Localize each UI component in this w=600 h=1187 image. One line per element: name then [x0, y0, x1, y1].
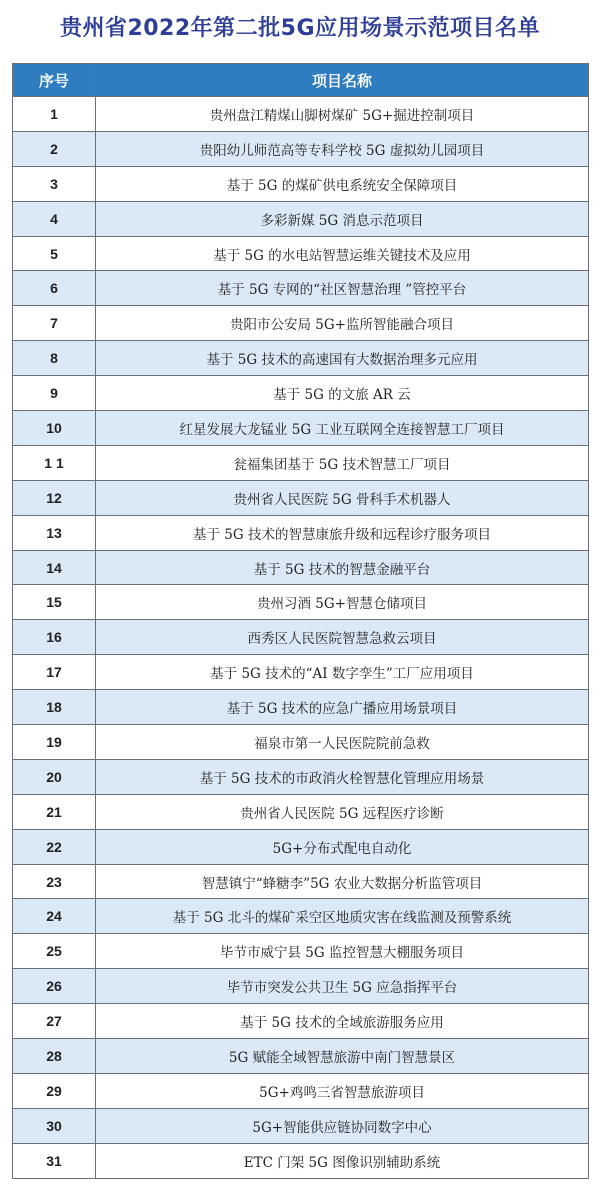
row-number: 20	[13, 759, 96, 794]
table-row	[13, 620, 589, 655]
row-project-name: 红星发展大龙锰业 5G 工业互联网全连接智慧工厂项目	[96, 411, 589, 446]
row-number: 26	[13, 969, 96, 1004]
table-row	[13, 934, 589, 969]
row-number: 27	[13, 1004, 96, 1039]
table-row	[13, 725, 589, 760]
table-row	[13, 1143, 589, 1178]
row-number: 14	[13, 550, 96, 585]
table-row	[13, 759, 589, 794]
project-table	[12, 63, 589, 1179]
row-number: 13	[13, 515, 96, 550]
table-row	[13, 376, 589, 411]
row-project-name: 5G+分布式配电自动化	[96, 829, 589, 864]
row-project-name: 基于 5G 技术的智慧康旅升级和远程诊疗服务项目	[96, 515, 589, 550]
row-number: 30	[13, 1108, 96, 1143]
row-project-name: 基于 5G 北斗的煤矿采空区地质灾害在线监测及预警系统	[96, 899, 589, 934]
row-number: 24	[13, 899, 96, 934]
row-project-name: 贵州省人民医院 5G 远程医疗诊断	[96, 794, 589, 829]
row-project-name: 贵州盘江精煤山脚树煤矿 5G+掘进控制项目	[96, 97, 589, 132]
table-row	[13, 550, 589, 585]
row-number: 25	[13, 934, 96, 969]
table-row	[13, 480, 589, 515]
row-number: 16	[13, 620, 96, 655]
row-project-name: 基于 5G 技术的全域旅游服务应用	[96, 1004, 589, 1039]
table-row	[13, 969, 589, 1004]
table-header-row	[13, 64, 589, 97]
row-number: 31	[13, 1143, 96, 1178]
header-project-name: 项目名称	[96, 64, 589, 97]
table-row	[13, 585, 589, 620]
row-project-name: 基于 5G 的文旅 AR 云	[96, 376, 589, 411]
row-project-name: 贵阳市公安局 5G+监所智能融合项目	[96, 306, 589, 341]
row-number: 12	[13, 480, 96, 515]
row-project-name: 基于 5G 的煤矿供电系统安全保障项目	[96, 166, 589, 201]
table-row	[13, 97, 589, 132]
row-number: 15	[13, 585, 96, 620]
table-row	[13, 341, 589, 376]
row-number: 9	[13, 376, 96, 411]
row-number: 19	[13, 725, 96, 760]
table-row	[13, 411, 589, 446]
table-row	[13, 1073, 589, 1108]
table-row	[13, 794, 589, 829]
table-row	[13, 1004, 589, 1039]
header-number: 序号	[13, 64, 96, 97]
row-project-name: 基于 5G 技术的“AI 数字孪生”工厂应用项目	[96, 655, 589, 690]
row-project-name: 5G 赋能全域智慧旅游中南门智慧景区	[96, 1039, 589, 1074]
row-number: 2	[13, 131, 96, 166]
row-number: 6	[13, 271, 96, 306]
row-project-name: 多彩新媒 5G 消息示范项目	[96, 201, 589, 236]
row-number: 29	[13, 1073, 96, 1108]
table-row	[13, 306, 589, 341]
table-row	[13, 515, 589, 550]
row-project-name: 基于 5G 技术的应急广播应用场景项目	[96, 690, 589, 725]
row-number: 3	[13, 166, 96, 201]
row-project-name: 毕节市突发公共卫生 5G 应急指挥平台	[96, 969, 589, 1004]
row-project-name: 5G+智能供应链协同数字中心	[96, 1108, 589, 1143]
row-number: 10	[13, 411, 96, 446]
table-row	[13, 236, 589, 271]
row-number: 21	[13, 794, 96, 829]
row-number: 8	[13, 341, 96, 376]
row-project-name: 基于 5G 专网的“社区智慧治理 ”管控平台	[96, 271, 589, 306]
row-number: 22	[13, 829, 96, 864]
table-row	[13, 166, 589, 201]
table-row	[13, 864, 589, 899]
row-number: 1	[13, 97, 96, 132]
table-row	[13, 829, 589, 864]
page-title: 贵州省2022年第二批5G应用场景示范项目名单	[59, 16, 541, 41]
table-row	[13, 271, 589, 306]
row-project-name: 基于 5G 技术的高速国有大数据治理多元应用	[96, 341, 589, 376]
row-number: 1 1	[13, 445, 96, 480]
row-number: 18	[13, 690, 96, 725]
row-project-name: 福泉市第一人民医院院前急救	[96, 725, 589, 760]
row-number: 4	[13, 201, 96, 236]
table-row	[13, 655, 589, 690]
row-project-name: ETC 门架 5G 图像识别辅助系统	[96, 1143, 589, 1178]
row-project-name: 毕节市威宁县 5G 监控智慧大棚服务项目	[96, 934, 589, 969]
table-row	[13, 201, 589, 236]
row-number: 28	[13, 1039, 96, 1074]
row-number: 23	[13, 864, 96, 899]
table-row	[13, 690, 589, 725]
row-project-name: 5G+鸡鸣三省智慧旅游项目	[96, 1073, 589, 1108]
table-row	[13, 1108, 589, 1143]
row-project-name: 基于 5G 技术的智慧金融平台	[96, 550, 589, 585]
row-project-name: 瓮福集团基于 5G 技术智慧工厂项目	[96, 445, 589, 480]
row-project-name: 基于 5G 技术的市政消火栓智慧化管理应用场景	[96, 759, 589, 794]
row-project-name: 基于 5G 的水电站智慧运维关键技术及应用	[96, 236, 589, 271]
row-number: 5	[13, 236, 96, 271]
table-row	[13, 445, 589, 480]
row-project-name: 贵阳幼儿师范高等专科学校 5G 虚拟幼儿园项目	[96, 131, 589, 166]
row-project-name: 西秀区人民医院智慧急救云项目	[96, 620, 589, 655]
row-project-name: 贵州习酒 5G+智慧仓储项目	[96, 585, 589, 620]
table-row	[13, 1039, 589, 1074]
table-body	[13, 97, 589, 1179]
table-row	[13, 899, 589, 934]
row-number: 7	[13, 306, 96, 341]
table-row	[13, 131, 589, 166]
row-project-name: 贵州省人民医院 5G 骨科手术机器人	[96, 480, 589, 515]
row-project-name: 智慧镇宁“蜂糖李”5G 农业大数据分析监管项目	[96, 864, 589, 899]
row-number: 17	[13, 655, 96, 690]
